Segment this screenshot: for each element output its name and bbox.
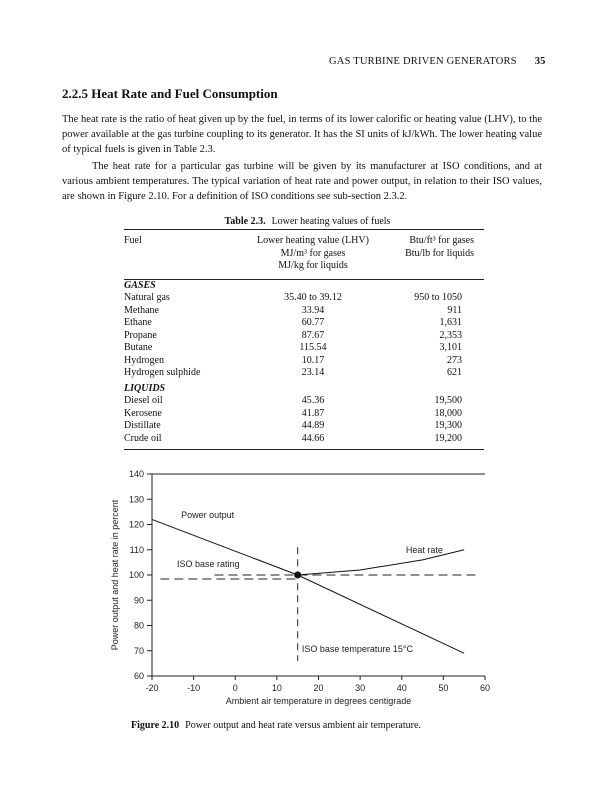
figure-caption-text: Power output and heat rate versus ambient air temperature. [185, 720, 421, 731]
header-lhv-line1: Lower heating value (LHV) [257, 235, 369, 246]
iso-point-marker [294, 572, 301, 579]
header-lhv [252, 231, 374, 277]
y-tick-label: 100 [128, 570, 144, 580]
y-tick-label: 60 [133, 671, 144, 681]
y-tick-label: 70 [133, 645, 144, 656]
x-tick-label: -10 [187, 683, 201, 693]
chart-plot [110, 469, 490, 706]
table-group-row [124, 277, 484, 293]
figure-chart [100, 462, 500, 712]
fuel-cell: Kerosene [124, 407, 162, 419]
heat-rate-annotation: Heat rate [405, 544, 443, 555]
lhv-cell: 44.66 [301, 432, 325, 444]
table-group-label: GASES [124, 279, 156, 291]
power-output-annotation: Power output [181, 510, 235, 521]
btu-cell: 3,101 [439, 342, 462, 353]
y-tick-label: 120 [128, 519, 144, 530]
table-row [124, 292, 484, 305]
table-row [124, 330, 484, 343]
btu-cell: 18,000 [434, 407, 462, 419]
lhv-cell: 23.14 [301, 367, 325, 378]
x-tick-label: 40 [396, 683, 407, 693]
x-tick-label: 10 [271, 683, 282, 693]
figure-label: Figure 2.10 [131, 720, 180, 731]
x-tick-label: 60 [479, 683, 491, 693]
table-row [124, 317, 484, 330]
section-title: 2.2.5 Heat Rate and Fuel Consumption [62, 86, 278, 101]
header-btu-line2: Btu/lb for liquids [405, 247, 474, 259]
lhv-cell: 35.40 to 39.12 [284, 292, 342, 303]
lhv-cell: 33.94 [301, 304, 325, 316]
lhv-cell: 60.77 [301, 317, 325, 328]
table-row [124, 305, 484, 318]
header-lhv-line3: MJ/kg for liquids [278, 260, 348, 271]
y-tick-label: 80 [133, 620, 144, 631]
running-title: GAS TURBINE DRIVEN GENERATORS [329, 56, 517, 67]
x-tick-label: 30 [355, 683, 366, 693]
btu-cell: 19,500 [434, 395, 462, 406]
fuel-cell: Distillate [124, 420, 161, 431]
table-group-label: LIQUIDS [124, 382, 166, 394]
y-tick-label: 140 [128, 469, 144, 479]
table-body [124, 277, 484, 446]
table-row [124, 433, 484, 446]
table-top-rule [124, 229, 484, 230]
fuel-cell: Natural gas [124, 292, 170, 303]
table-row [124, 355, 484, 368]
header-btu [374, 231, 484, 277]
fuel-cell: Diesel oil [124, 395, 163, 406]
y-tick-label: 110 [129, 544, 144, 555]
paragraph-1: The heat rate is the ratio of heat given up by the fuel, in terms of its lower calorific or heating value (LHV), to the power available at the gas turbine coupling to its generator. It has the SI units of kJ/kWh. The lower heating value of typical fuels is given in Table 2.3. [62, 114, 542, 155]
y-tick-label: 90 [133, 595, 144, 606]
fuel-table [124, 231, 484, 445]
fuel-cell: Propane [124, 329, 157, 341]
fuel-cell: Hydrogen sulphide [124, 367, 201, 378]
x-axis-label: Ambient air temperature in degrees centigrade [225, 696, 412, 706]
power-output-line [152, 519, 464, 653]
iso-temperature-annotation: ISO base temperature 15°C [301, 644, 414, 655]
lhv-cell: 45.36 [301, 395, 325, 406]
header-fuel: Fuel [124, 235, 142, 246]
x-tick-label: -20 [145, 683, 159, 693]
lhv-cell: 41.87 [301, 407, 325, 419]
table-row [124, 395, 484, 408]
lhv-cell: 10.17 [301, 354, 325, 366]
btu-cell: 19,200 [434, 432, 462, 444]
table-row [124, 342, 484, 355]
y-axis-label: Power output and heat rate in percent [110, 499, 120, 651]
table-row [124, 408, 484, 421]
running-header [329, 56, 546, 67]
table-row [124, 420, 484, 433]
btu-cell: 1,631 [439, 317, 462, 328]
lhv-cell: 44.89 [301, 420, 325, 431]
page-number: 35 [534, 56, 546, 67]
table-caption-text: Lower heating values of fuels [271, 216, 391, 227]
figure-caption [131, 720, 421, 731]
btu-cell: 19,300 [434, 420, 462, 431]
x-tick-label: 0 [232, 683, 238, 693]
lhv-cell: 87.67 [301, 329, 325, 341]
btu-cell: 621 [447, 367, 462, 378]
fuel-cell: Butane [124, 342, 153, 353]
paragraph-2: The heat rate for a particular gas turbine will be given by its manufacturer at ISO conditions, and at various ambient temperatures. The typical variation of heat rate and power output, in relation to their ISO values, are shown in Figure 2.10. For a definition of ISO conditions see sub-section 2.3.2. [62, 161, 542, 202]
btu-cell: 2,353 [439, 329, 462, 341]
table-header-row [124, 231, 484, 277]
header-btu-line1: Btu/ft³ for gases [409, 235, 474, 246]
iso-rating-annotation: ISO base rating [176, 558, 240, 569]
x-tick-label: 50 [438, 683, 449, 693]
fuel-cell: Ethane [124, 317, 152, 328]
table-label: Table 2.3. [224, 216, 266, 227]
table-caption [0, 216, 615, 227]
btu-cell: 273 [447, 354, 462, 366]
x-tick-label: 20 [313, 683, 324, 693]
header-lhv-line2: MJ/m³ for gases [280, 247, 346, 259]
btu-cell: 950 to 1050 [414, 292, 462, 303]
table-bottom-rule [124, 449, 484, 450]
y-tick-label: 130 [128, 494, 144, 505]
table-group-row [124, 380, 484, 396]
lhv-cell: 115.54 [299, 342, 327, 353]
fuel-cell: Crude oil [124, 432, 162, 444]
btu-cell: 911 [447, 304, 462, 316]
table-row [124, 367, 484, 380]
fuel-cell: Methane [124, 304, 159, 316]
fuel-cell: Hydrogen [124, 354, 164, 366]
